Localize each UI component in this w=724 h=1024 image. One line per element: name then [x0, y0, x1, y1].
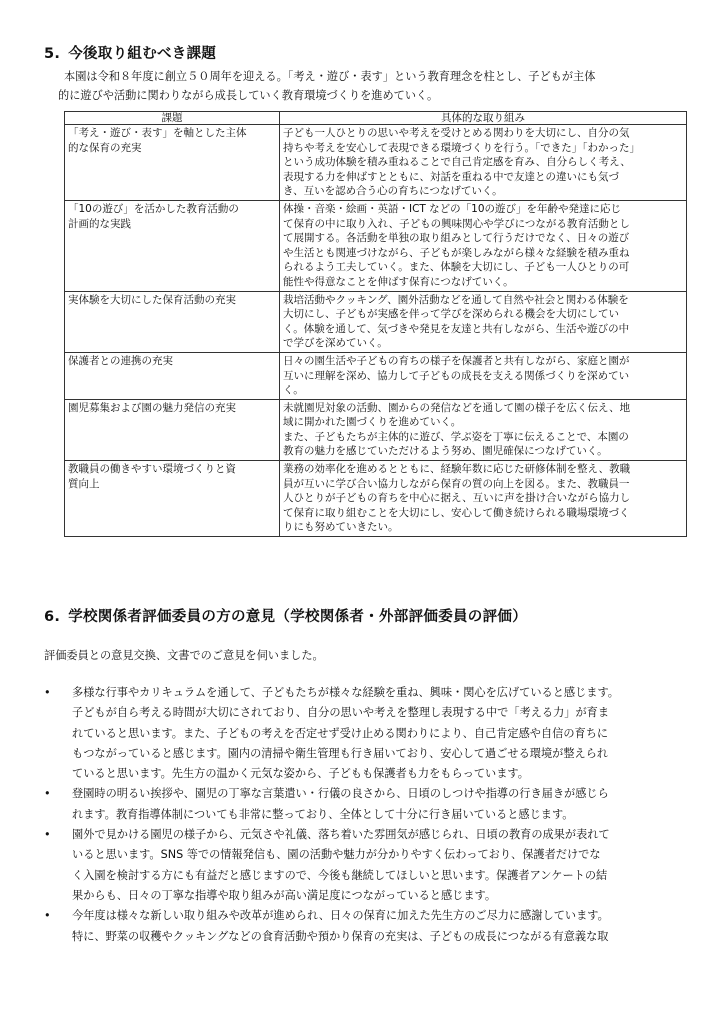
action-line: き、互いを認め合う心の育ちにつなげていく。 — [283, 185, 503, 198]
action-line: 栽培活動やクッキング、園外活動などを通して自然や社会と関わる体験を — [283, 293, 629, 306]
action-line: 業務の効率化を進めるとともに、経験年数に応じた研修体制を整え、教職 — [283, 463, 631, 476]
section6-number: 6. — [44, 609, 61, 625]
action-line: 互いに理解を深め、協力して子どもの成長を支える関係づくりを深めてい — [283, 369, 630, 382]
header-action: 具体的な取り組み — [280, 112, 687, 125]
table-row — [65, 125, 687, 201]
table-row — [65, 200, 687, 291]
issue-line: 教職員の働きやすい環境づくりと資 — [68, 463, 236, 476]
action-line: 人ひとりが子どもの育ちを中心に据え、互いに声を掛け合いながら協力し — [283, 492, 631, 505]
list-item — [44, 825, 694, 906]
table-row — [65, 399, 687, 460]
section6-title: 学校関係者評価委員の方の意見（学校関係者・外部評価委員の評価） — [68, 609, 527, 625]
section5-intro-line2: 的に遊びや活動に関わりながら成長していく教育環境づくりを進めていく。 — [58, 89, 439, 102]
list-item-line: 登園時の明るい挨拶や、園児の丁寧な言葉遣い・行儀の良さから、日頃のしつけや指導の行き届きが感じら — [72, 787, 609, 801]
bullet-icon: • — [44, 787, 51, 801]
action-line: 員が互いに学び合い協力しながら保育の質の向上を図る。また、教職員一 — [283, 477, 630, 490]
table-row — [65, 352, 687, 399]
action-line: 大切にし、子どもが実感を伴って学びを深められる機会を大切にしてい — [283, 308, 619, 321]
issue-line: 実体験を大切にした保育活動の充実 — [68, 293, 236, 306]
section5-title: 今後取り組むべき課題 — [68, 46, 217, 62]
action-line: く。 — [283, 384, 304, 397]
bullet-icon: • — [44, 828, 51, 842]
list-item — [44, 683, 694, 784]
list-item-line: もつながっていると感じます。園内の清掃や衛生管理も行き届いており、安心して過ごせる環境が整えられ — [72, 746, 609, 760]
list-item-line: いると思います。SNS 等での情報発信も、園の活動や魅力が分かりやすく伝わっており、保護者だけでな — [72, 848, 601, 862]
action-cell — [280, 399, 687, 460]
list-item-line: 特に、野菜の収穫やクッキングなどの食育活動や預かり保育の充実は、子どもの成長につながる有意義な取 — [72, 929, 609, 943]
action-line: て保育に取り組むことを大切にし、安心して働き続けられる職場環境づく — [283, 506, 630, 519]
issue-line: 計画的な実践 — [68, 217, 131, 230]
section5-intro — [58, 67, 684, 105]
action-line: て保育の中に取り入れ、子どもの興味関心や学びにつながる教育活動とし — [283, 217, 630, 230]
action-cell — [280, 352, 687, 399]
action-line: 域に開かれた園づくりを進めていく。 — [283, 416, 462, 429]
goals-table — [64, 111, 687, 537]
action-cell — [280, 461, 687, 537]
action-line: 未就園児対象の活動、園からの発信などを通して園の様子を広く伝え、地 — [283, 401, 631, 414]
action-line: て展開する。各活動を単独の取り組みとして行うだけでなく、日々の遊び — [283, 232, 630, 245]
bullet-icon: • — [44, 909, 51, 923]
action-line: 子ども一人ひとりの思いや考えを受けとめる関わりを大切にし、自分の気 — [283, 127, 630, 139]
action-cell — [280, 291, 687, 352]
list-item-line: 今年度は様々な新しい取り組みや改革が進められ、日々の保育に加えた先生方のご尽力に感謝しています。 — [72, 909, 609, 923]
list-item — [44, 906, 694, 947]
action-line: 表現する力を伸ばすとともに、対話を重ねる中で友達との違いにも気づ — [283, 170, 619, 183]
list-item-line: 子どもが自ら考える時間が大切にされており、自分の思いや考えを整理し表現する中で「考える力」が育ま — [72, 706, 610, 720]
action-line: また、子どもたちが主体的に遊び、学ぶ姿を丁寧に伝えることで、本園の — [283, 430, 629, 443]
issue-cell — [65, 352, 280, 399]
issue-line: 的な保育の充実 — [68, 141, 142, 154]
action-cell — [280, 200, 687, 291]
section6-heading — [44, 605, 527, 626]
issue-cell — [65, 461, 280, 537]
list-item-line: れます。教育指導体制についても非常に整っており、全体として十分に行き届いていると感じます。 — [72, 807, 574, 821]
section6-intro: 評価委員との意見交換、文書でのご意見を伺いました。 — [44, 649, 324, 662]
action-line: という成功体験を積み重ねることで自己肯定感を育み、自分らしく考え、 — [283, 156, 631, 169]
issue-cell — [65, 200, 280, 291]
list-item-line: 果からも、日々の丁寧な指導や取り組みが高い満足度につながっていると感じます。 — [72, 888, 497, 902]
action-line: で学びを深めていく。 — [283, 337, 388, 350]
issue-cell — [65, 125, 280, 201]
action-line: りにも努めていきたい。 — [283, 521, 399, 534]
section5-intro-line1: 本園は令和８年度に創立５０周年を迎える。「考え・遊び・表す」という教育理念を柱とし、子どもが主体 — [64, 70, 596, 83]
header-issue: 課題 — [65, 112, 280, 125]
issue-line: 保護者との連携の充実 — [68, 354, 173, 367]
section5-heading — [44, 42, 216, 63]
list-item — [44, 784, 694, 825]
action-line: 日々の園生活や子どもの育ちの様子を保護者と共有しながら、家庭と園が — [283, 354, 630, 367]
opinion-list — [44, 683, 694, 947]
action-line: 持ちや考えを安心して表現できる環境づくりを行う。「できた」「わかった」 — [283, 141, 640, 154]
goals-table-header-row — [65, 112, 687, 125]
table-row — [65, 461, 687, 537]
action-line: 能性や得意なことを伸ばす保育につなげていく。 — [283, 275, 514, 288]
action-line: 体操・音楽・絵画・英語・ICT などの「10の遊び」を年齢や発達に応じ — [283, 202, 622, 215]
issue-line: 園児募集および園の魅力発信の充実 — [68, 401, 236, 414]
issue-cell — [65, 399, 280, 460]
list-item-line: れていると思います。また、子どもの考えを否定せず受け止める関わりにより、自己肯定感や自信の育ちに — [72, 726, 609, 740]
issue-line: 質向上 — [68, 477, 100, 490]
issue-line: 「10の遊び」を活かした教育活動の — [68, 202, 239, 215]
action-line: 教育の魅力を感じていただけるよう努め、園児確保につなげていく。 — [283, 445, 608, 458]
action-line: られるよう工夫していく。また、体験を大切にし、子ども一人ひとりの可 — [283, 261, 630, 274]
bullet-icon: • — [44, 686, 51, 699]
list-item-line: ていると思います。先生方の温かく元気な姿から、子どもも保護者も力をもらっています。 — [72, 767, 529, 781]
table-row — [65, 291, 687, 352]
section5-number: 5. — [44, 46, 61, 62]
action-line: く。体験を通して、気づきや発見を友達と共有しながら、生活や遊びの中 — [283, 322, 630, 335]
list-item-line: く入園を検討する方にも有益だと感じますので、今後も継続してほしいと思います。保護者アンケートの結 — [72, 868, 608, 882]
action-cell — [280, 125, 687, 201]
issue-cell — [65, 291, 280, 352]
action-line: や生活とも関連づけながら、子どもが楽しみながら様々な経験を積み重ね — [283, 246, 630, 259]
issue-line: 「考え・遊び・表す」を軸とした主体 — [68, 127, 247, 139]
list-item-line: 多様な行事やカリキュラムを通して、子どもたちが様々な経験を重ね、興味・関心を広げていると感じます。 — [72, 686, 619, 699]
list-item-line: 園外で見かける園児の様子から、元気さや礼儀、落ち着いた雰囲気が感じられ、日頃の教育の成果が表れて — [72, 828, 610, 842]
